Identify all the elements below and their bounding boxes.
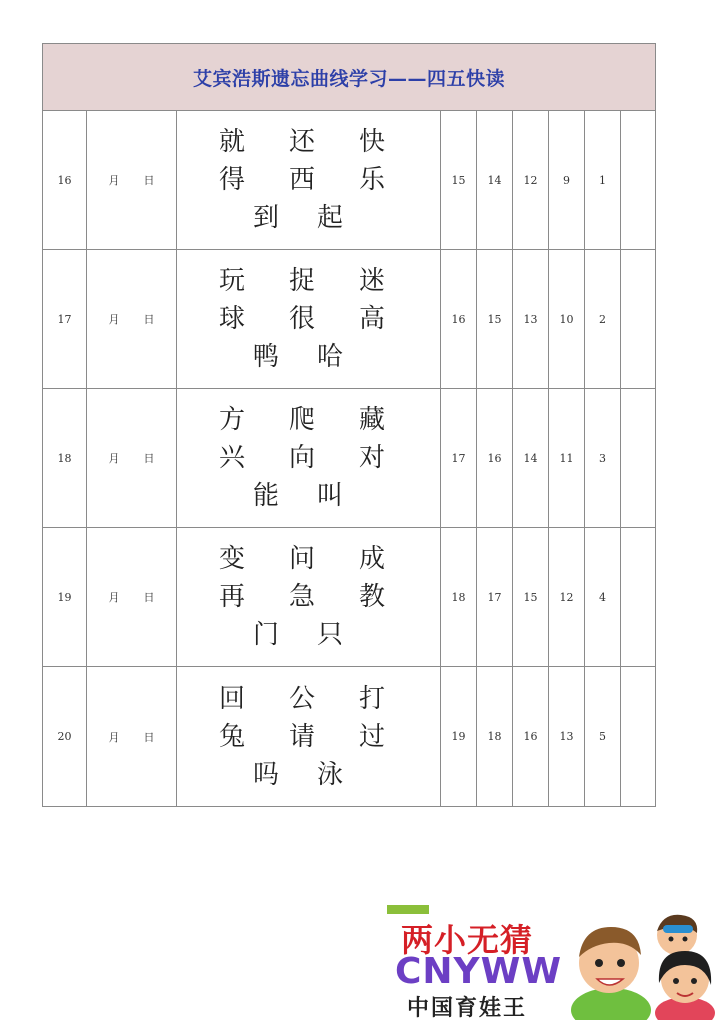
logo-accent-bar (387, 905, 429, 914)
review-day: 12 (549, 528, 585, 666)
character: 教 (359, 582, 386, 612)
character: 请 (289, 721, 316, 752)
character: 变 (219, 544, 246, 574)
review-day: 4 (585, 528, 621, 666)
character: 鸭 (253, 342, 280, 372)
character: 爬 (289, 405, 316, 435)
lesson-number: 20 (43, 667, 87, 806)
review-day: 10 (549, 250, 585, 388)
logo-text-cn: 两小无猜 (401, 921, 534, 959)
character: 向 (289, 443, 316, 473)
character: 藏 (359, 405, 386, 435)
table-row (43, 111, 655, 250)
characters-cell (177, 389, 441, 527)
character: 起 (317, 203, 344, 233)
kids-mascot-icon (559, 905, 717, 1020)
character-line (219, 439, 429, 477)
date-cell (87, 389, 177, 527)
character: 公 (289, 683, 316, 714)
character: 到 (253, 203, 280, 233)
character: 快 (359, 127, 386, 157)
day-label: 日 (143, 730, 155, 744)
table-row (43, 528, 655, 667)
check-cell (621, 667, 655, 806)
lesson-number: 18 (43, 389, 87, 527)
review-day: 17 (441, 389, 477, 527)
review-day: 3 (585, 389, 621, 527)
characters-cell (177, 528, 441, 666)
check-cell (621, 389, 655, 527)
review-day: 9 (549, 111, 585, 249)
character: 迷 (359, 266, 386, 296)
characters-cell (177, 667, 441, 806)
brand-logo (387, 905, 717, 1020)
character: 兔 (219, 721, 246, 752)
lesson-number: 16 (43, 111, 87, 249)
character-line (219, 540, 429, 578)
character: 泳 (317, 759, 344, 790)
character: 高 (359, 304, 386, 334)
character: 玩 (219, 266, 246, 296)
lesson-number: 17 (43, 250, 87, 388)
date-cell (87, 667, 177, 806)
review-day: 5 (585, 667, 621, 806)
character: 急 (289, 582, 316, 612)
day-label: 日 (143, 313, 155, 326)
character-line (219, 199, 381, 237)
character: 兴 (219, 443, 246, 473)
review-day: 15 (441, 111, 477, 249)
date-cell (87, 250, 177, 388)
character: 只 (317, 620, 344, 650)
review-day: 16 (513, 667, 549, 806)
review-day: 15 (513, 528, 549, 666)
table-title: 艾宾浩斯遗忘曲线学习——四五快读 (43, 44, 655, 111)
character: 球 (219, 304, 246, 334)
character-line (219, 123, 429, 161)
review-day: 14 (477, 111, 513, 249)
month-label: 月 (108, 452, 120, 465)
review-day: 11 (549, 389, 585, 527)
review-day: 13 (513, 250, 549, 388)
review-day: 2 (585, 250, 621, 388)
day-label: 日 (143, 174, 155, 187)
month-label: 月 (108, 174, 120, 187)
character: 就 (219, 127, 246, 157)
review-day: 17 (477, 528, 513, 666)
review-day: 13 (549, 667, 585, 806)
table-body (43, 111, 655, 806)
review-table (42, 43, 656, 807)
day-label: 日 (143, 591, 155, 604)
date-cell (87, 111, 177, 249)
character: 西 (289, 165, 316, 195)
character-line (219, 262, 429, 300)
character-line (219, 300, 429, 338)
character: 成 (359, 544, 386, 574)
character-line (219, 338, 381, 376)
logo-tagline: 中国育娃王 (407, 996, 528, 1021)
review-day: 15 (477, 250, 513, 388)
lesson-number: 19 (43, 528, 87, 666)
character: 方 (219, 405, 246, 435)
character: 得 (219, 165, 246, 195)
character-line (219, 401, 429, 439)
characters-cell (177, 111, 441, 249)
character: 回 (219, 683, 246, 714)
character-line (219, 616, 381, 654)
character: 还 (289, 127, 316, 157)
review-day: 12 (513, 111, 549, 249)
review-day: 16 (441, 250, 477, 388)
character: 过 (359, 721, 386, 752)
character: 问 (289, 544, 316, 574)
logo-text-en: CNYWW (395, 951, 563, 992)
character: 吗 (253, 759, 280, 790)
character: 很 (289, 304, 316, 334)
character-line (219, 680, 429, 718)
day-label: 日 (143, 452, 155, 465)
character: 乐 (359, 165, 386, 195)
character: 门 (253, 620, 280, 650)
check-cell (621, 250, 655, 388)
table-row (43, 667, 655, 806)
table-row (43, 389, 655, 528)
character: 能 (253, 481, 280, 511)
characters-cell (177, 250, 441, 388)
month-label: 月 (108, 313, 120, 326)
month-label: 月 (108, 591, 120, 604)
table-row (43, 250, 655, 389)
character: 捉 (289, 266, 316, 296)
review-day: 1 (585, 111, 621, 249)
character: 打 (359, 683, 386, 714)
review-day: 14 (513, 389, 549, 527)
check-cell (621, 111, 655, 249)
review-day: 18 (477, 667, 513, 806)
character: 对 (359, 443, 386, 473)
character-line (219, 578, 429, 616)
check-cell (621, 528, 655, 666)
character-line (219, 718, 429, 756)
month-label: 月 (108, 730, 120, 744)
character: 叫 (317, 481, 344, 511)
review-day: 19 (441, 667, 477, 806)
character-line (219, 756, 381, 794)
character: 哈 (317, 342, 344, 372)
review-day: 18 (441, 528, 477, 666)
character-line (219, 477, 381, 515)
character: 再 (219, 582, 246, 612)
character-line (219, 161, 429, 199)
date-cell (87, 528, 177, 666)
review-day: 16 (477, 389, 513, 527)
